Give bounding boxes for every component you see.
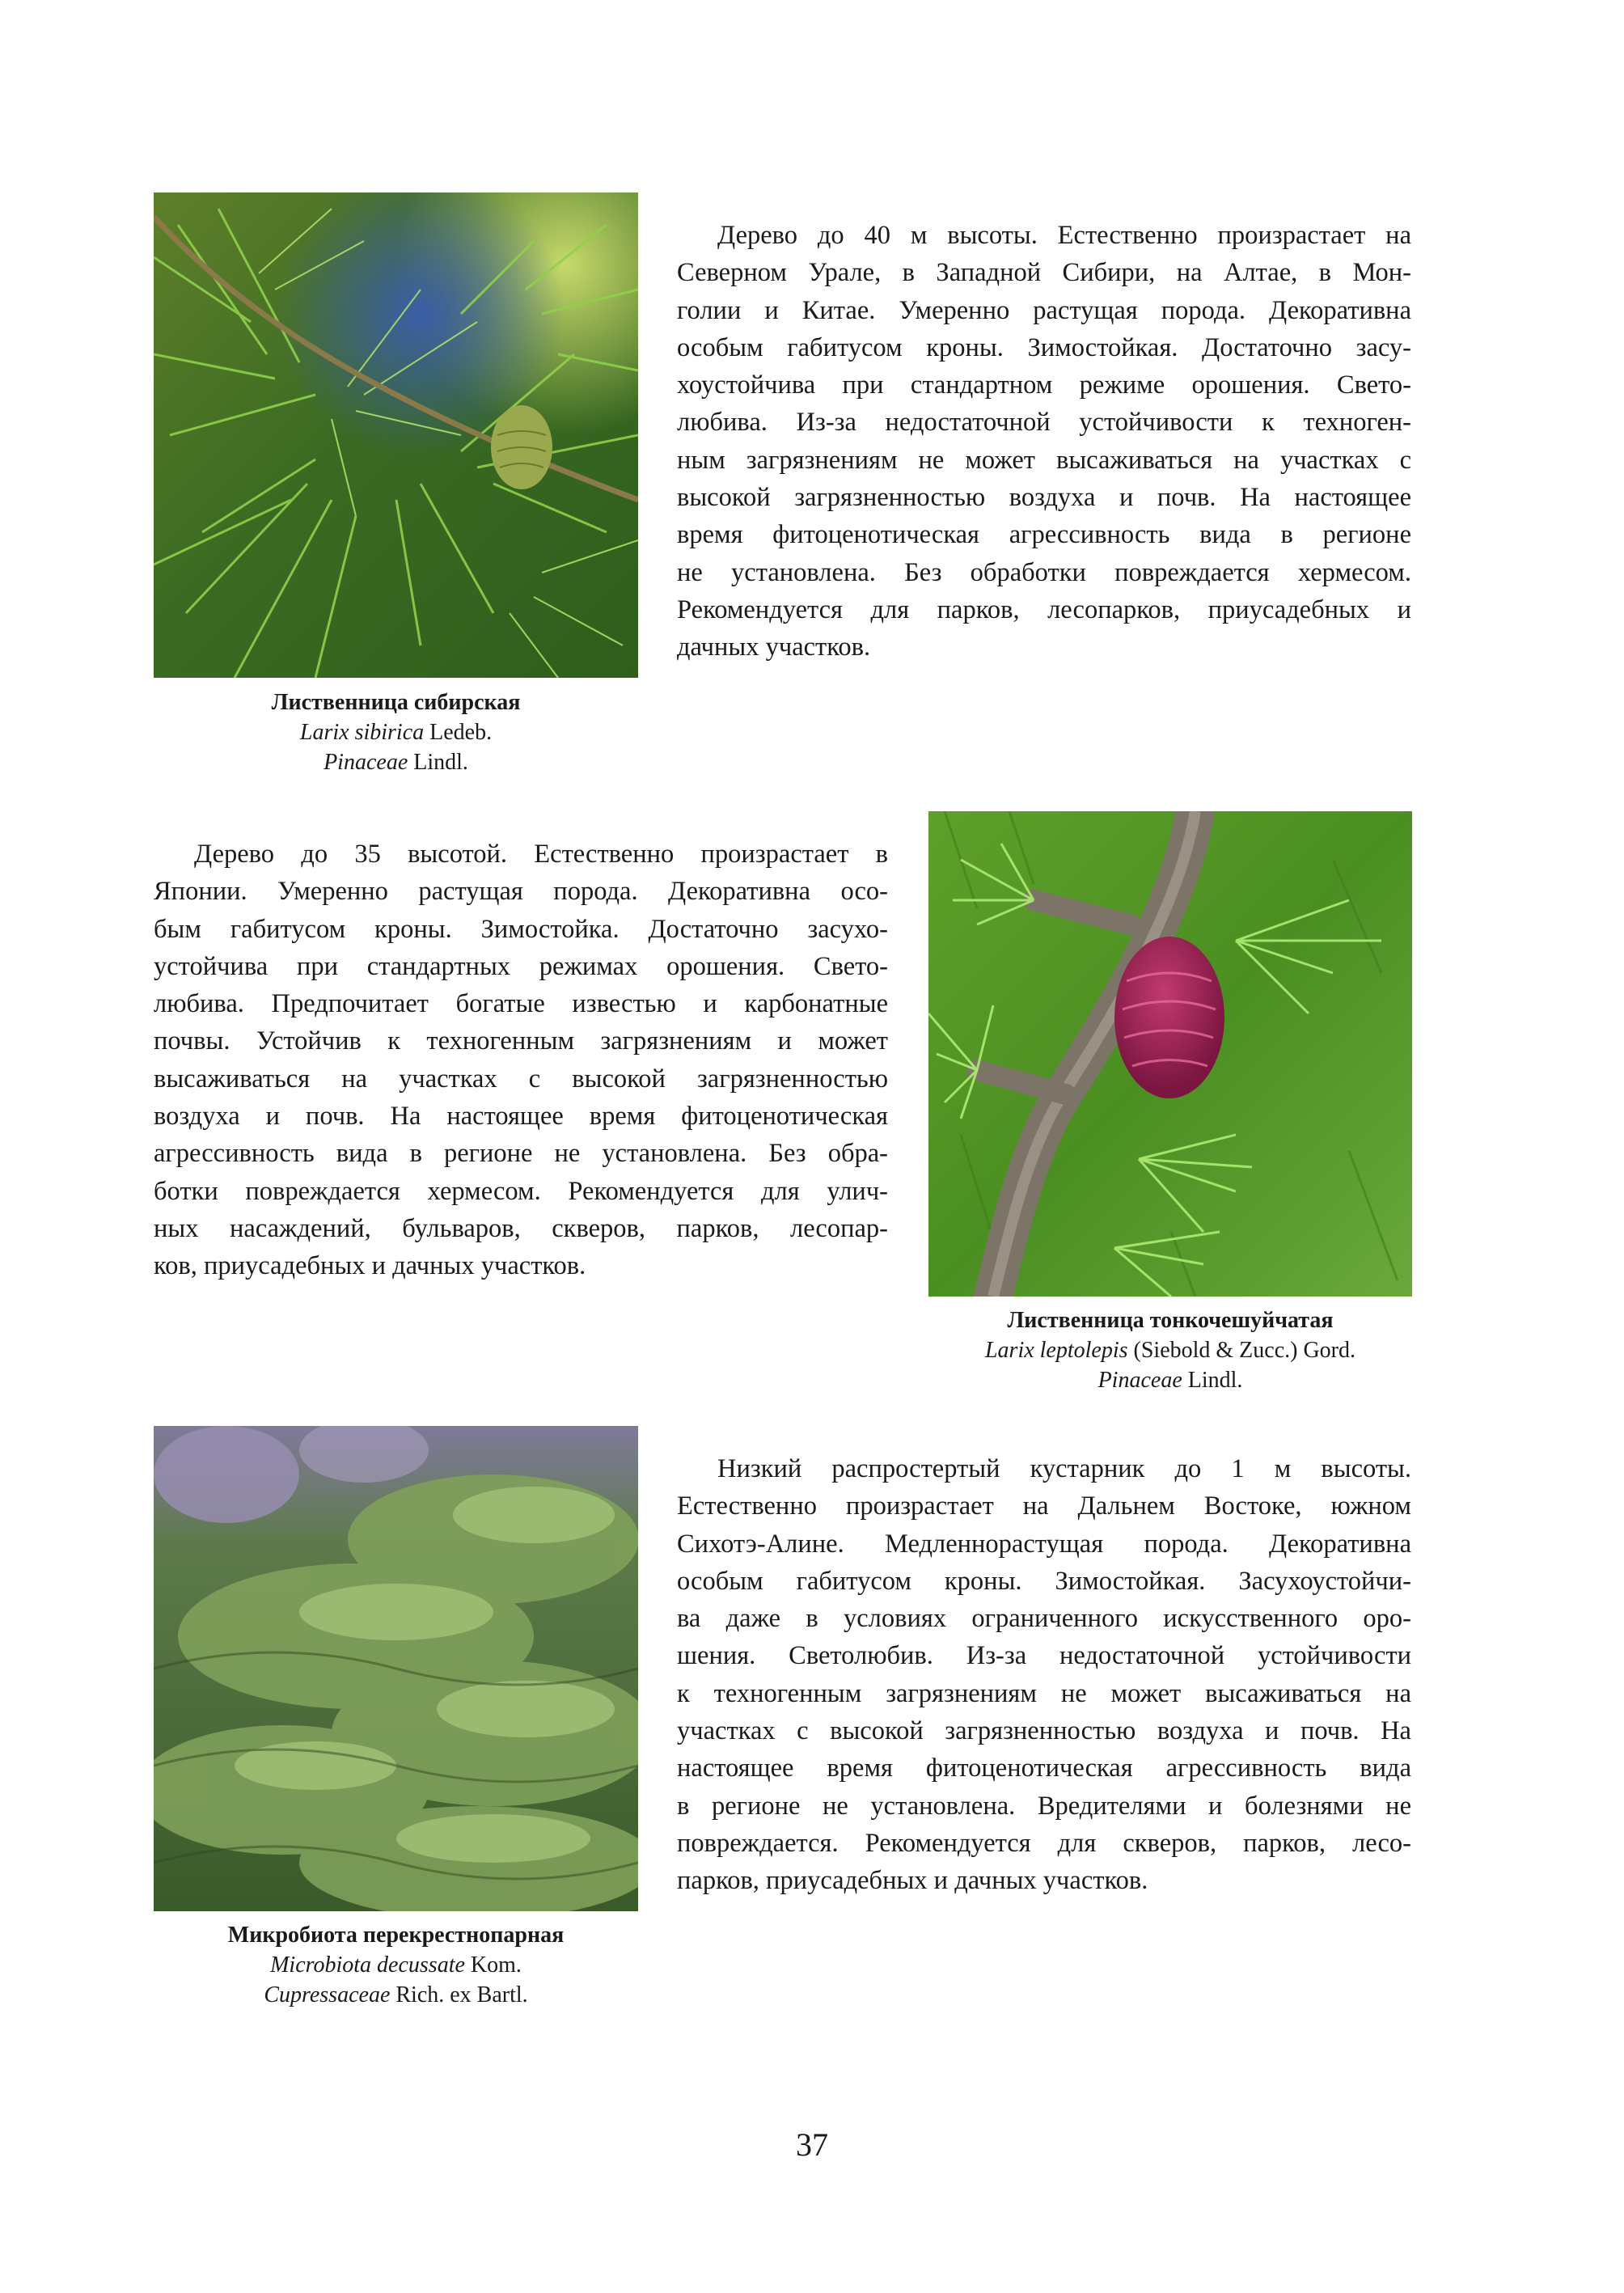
larch-branch-cone-photo (154, 192, 638, 678)
species-author: Ledeb. (424, 720, 493, 745)
species-binomial: Microbiota decussate (270, 1952, 465, 1978)
species-author: Kom. (464, 1952, 522, 1978)
description-line: дачных участков. (677, 632, 871, 662)
species-common-name: Лиственница тонкочешуйчатая (1007, 1308, 1334, 1333)
species-common-name: Микробиота перекрестнопарная (227, 1923, 565, 1948)
description-line: высаживаться на участках с высокой загрязненностью (154, 1064, 888, 1094)
description-line: Рекомендуется для парков, лесопарков, приусадебных и (677, 594, 1411, 624)
species-family (154, 747, 638, 777)
description-line: повреждается. Рекомендуется для скверов, парков, лесо- (677, 1828, 1411, 1858)
description-line: особым габитусом кроны. Зимостойкая. Засухоустойчи- (677, 1566, 1411, 1596)
description-line: к техногенным загрязнениям не может высаживаться на (677, 1678, 1411, 1708)
description-line: Дерево до 35 высотой. Естественно произрастает в (194, 840, 888, 869)
family-name: Pinaceae (1097, 1368, 1182, 1393)
description-line: ным загрязнениям не может высаживаться на участках с (677, 445, 1411, 475)
species-description (677, 217, 1411, 666)
family-name: Pinaceae (324, 750, 408, 775)
description-line: почвы. Устойчив к техногенным загрязнениям и может (154, 1026, 888, 1056)
family-name: Cupressaceae (264, 1982, 391, 2007)
description-line: Северном Урале, в Западной Сибири, на Алтае, в Мон- (677, 258, 1411, 288)
species-binomial: Larix sibirica (299, 720, 425, 745)
description-line: Низкий распростертый кустарник до 1 м высоты. (717, 1454, 1411, 1483)
description-line: высокой загрязненностью воздуха и почв. На настоящее (677, 483, 1411, 513)
description-line: Сихотэ-Алине. Медленнорастущая порода. Декоративна (677, 1529, 1411, 1559)
family-author: Lindl. (1182, 1368, 1243, 1393)
species-caption (154, 687, 638, 777)
description-line: голии и Китае. Умеренно растущая порода. Декоративна (677, 295, 1411, 325)
description-line: в регионе не установлена. Вредителями и болезнями не (677, 1791, 1411, 1821)
description-line: время фитоценотическая агрессивность вида в регионе (677, 520, 1411, 550)
description-line: любива. Предпочитает богатые известью и карбонатные (154, 989, 888, 1019)
species-family (928, 1365, 1412, 1395)
larch-red-cone-photo (928, 811, 1412, 1297)
description-line: ботки повреждается хермесом. Рекомендуется для улич- (154, 1176, 888, 1206)
species-binomial: Larix leptolepis (984, 1338, 1128, 1363)
description-line: Естественно произрастает на Дальнем Востоке, южном (677, 1491, 1411, 1521)
description-line: не установлена. Без обработки повреждается хермесом. (677, 557, 1411, 587)
description-line: особым габитусом кроны. Зимостойкая. Достаточно засу- (677, 332, 1411, 362)
description-line: воздуха и почв. На настоящее время фитоценотическая (154, 1102, 888, 1132)
description-line: Дерево до 40 м высоты. Естественно произрастает на (717, 221, 1411, 250)
species-family (154, 1980, 638, 2010)
species-caption (928, 1305, 1412, 1395)
description-line: настоящее время фитоценотическая агрессивность вида (677, 1754, 1411, 1783)
species-description (154, 836, 888, 1285)
species-latin-name (154, 1950, 638, 1980)
species-author: (Siebold & Zucc.) Gord. (1127, 1338, 1356, 1363)
species-latin-name (928, 1335, 1412, 1365)
species-common-name: Лиственница сибирская (271, 690, 521, 715)
description-line: агрессивность вида в регионе не установлена. Без обра- (154, 1139, 888, 1169)
species-latin-name (154, 717, 638, 747)
description-line: шения. Светолюбив. Из-за недостаточной устойчивости (677, 1641, 1411, 1671)
microbiota-shrub-photo (154, 1426, 638, 1911)
description-line: участках с высокой загрязненностью воздуха и почв. На (677, 1716, 1411, 1746)
description-line: парков, приусадебных и дачных участков. (677, 1866, 1148, 1896)
description-line: любива. Из-за недостаточной устойчивости к техноген- (677, 408, 1411, 438)
description-line: устойчива при стандартных режимах орошения. Свето- (154, 951, 888, 981)
description-line: ва даже в условиях ограниченного искусственного оро- (677, 1604, 1411, 1634)
description-line: ных насаждений, бульваров, скверов, парков, лесопар- (154, 1213, 888, 1243)
species-description (677, 1450, 1411, 1900)
description-line: ков, приусадебных и дачных участков. (154, 1251, 586, 1281)
species-caption (154, 1920, 638, 2010)
page-number: 37 (796, 2126, 828, 2163)
description-line: Японии. Умеренно растущая порода. Декоративна осо- (154, 877, 888, 907)
description-line: хоустойчива при стандартном режиме орошения. Свето- (677, 370, 1411, 400)
family-author: Rich. ex Bartl. (390, 1982, 528, 2007)
description-line: бым габитусом кроны. Зимостойка. Достаточно засухо- (154, 914, 888, 944)
family-author: Lindl. (408, 750, 468, 775)
